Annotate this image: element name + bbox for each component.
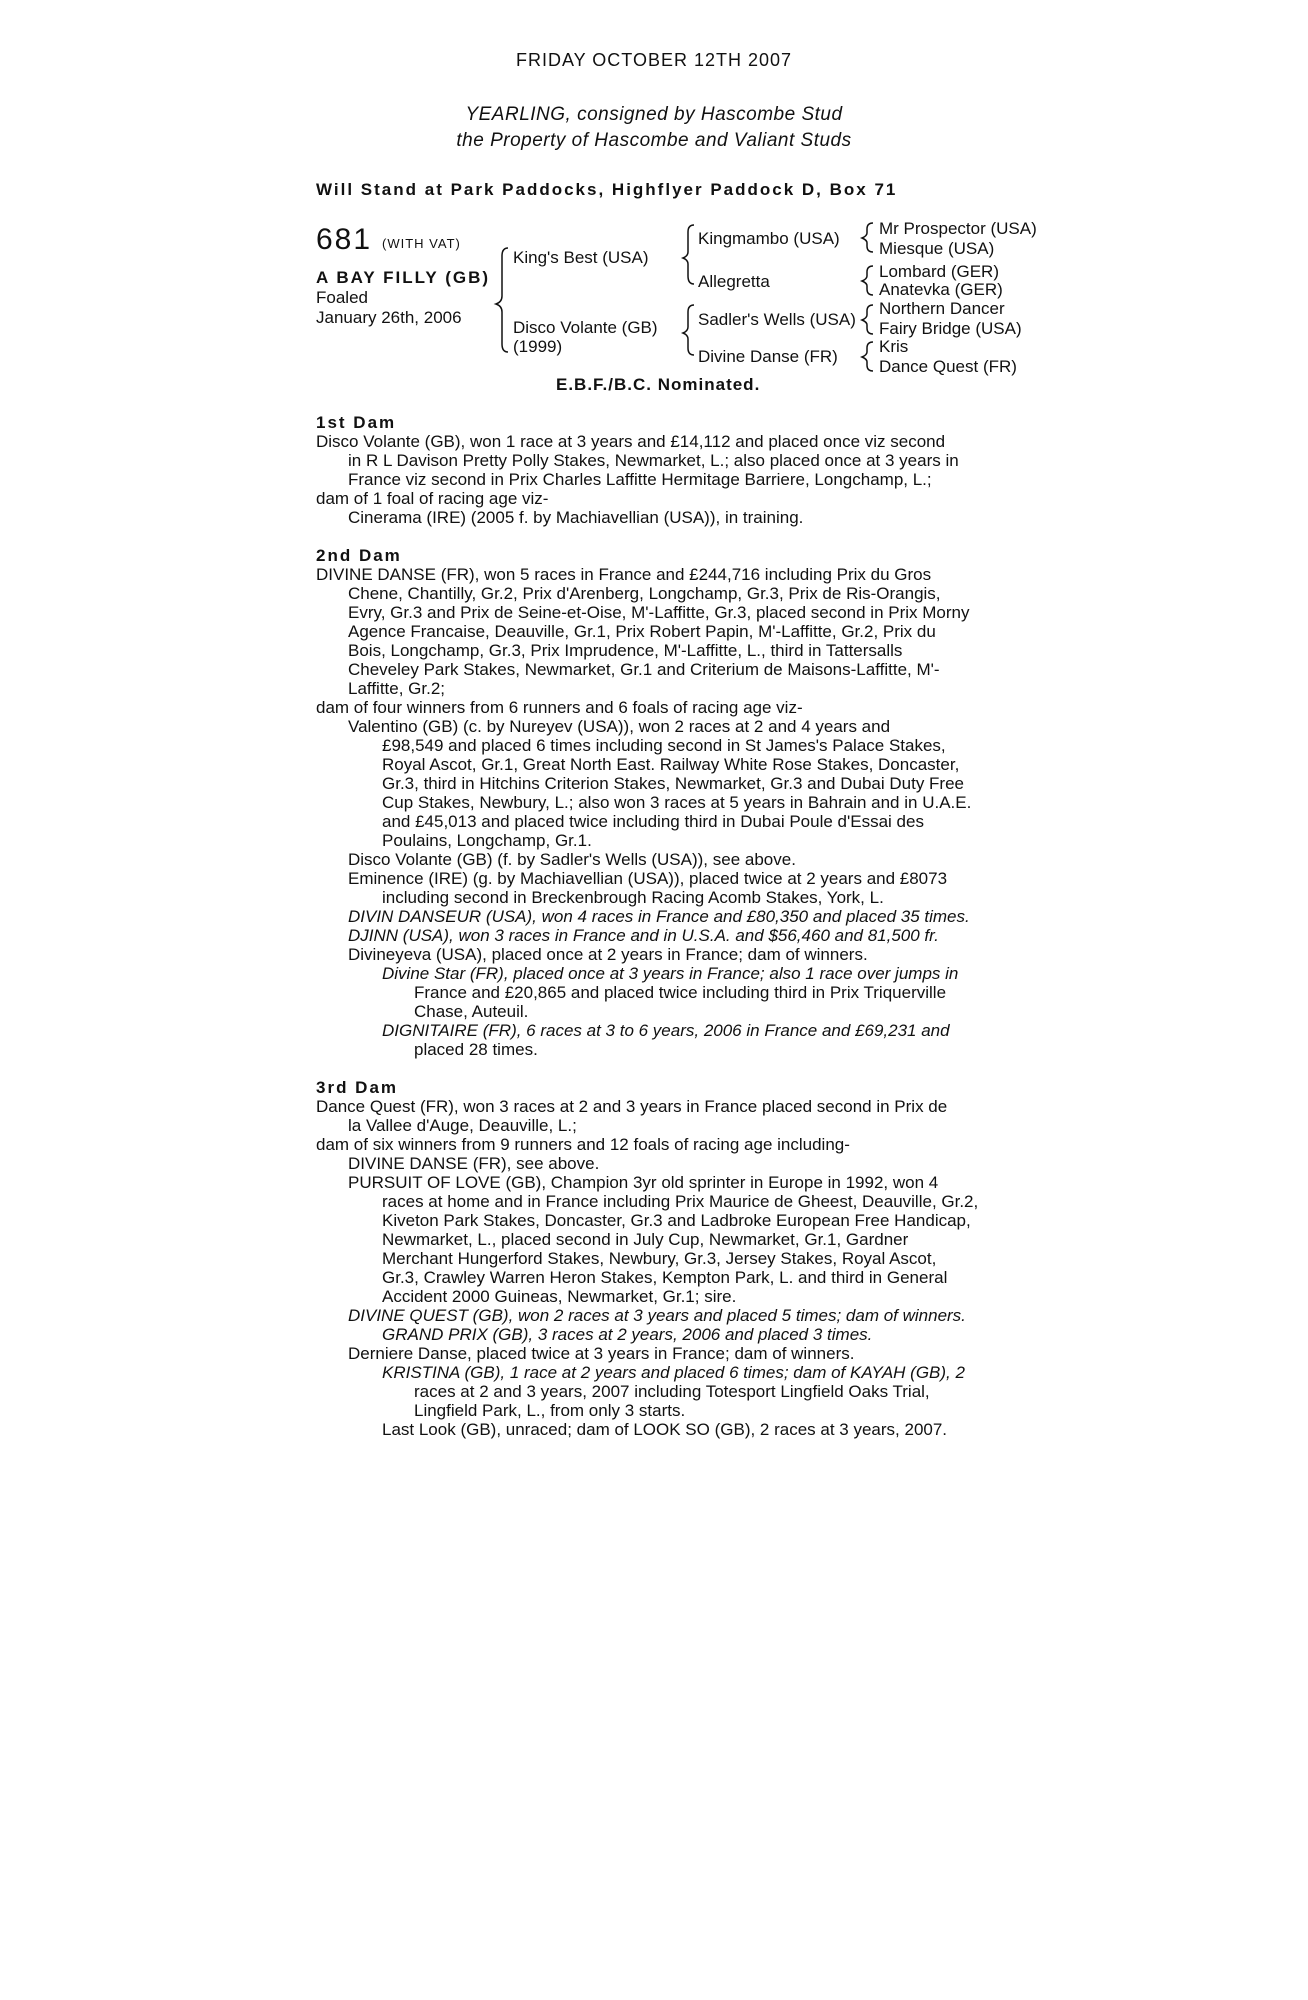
lot-number: 681	[316, 223, 373, 256]
second-dam-line: and £45,013 and placed twice including third in Dubai Poule d'Essai des	[382, 812, 924, 831]
third-dam-line: GRAND PRIX (GB), 3 races at 2 years, 2006 and placed 3 times.	[382, 1325, 873, 1344]
foaled-label: Foaled	[316, 288, 368, 307]
second-dam-line: Chase, Auteuil.	[414, 1002, 529, 1021]
second-dam-line: DIVINE DANSE (FR), won 5 races in France and £244,716 including Prix du Gros	[316, 565, 932, 584]
second-dam-line: France and £20,865 and placed twice including third in Prix Triquerville	[414, 983, 947, 1002]
dam-name: Disco Volante (GB)	[513, 318, 658, 337]
first-dam-line-5: Cinerama (IRE) (2005 f. by Machiavellian (USA)), in training.	[348, 508, 804, 527]
third-dam-line: DIVINE DANSE (FR), see above.	[348, 1154, 600, 1173]
third-dam-line: races at home and in France including Prix Maurice de Gheest, Deauville, Gr.2,	[382, 1192, 979, 1211]
third-dam-line: KRISTINA (GB), 1 race at 2 years and placed 6 times; dam of KAYAH (GB), 2	[382, 1363, 965, 1382]
dds: Kris	[879, 337, 909, 356]
consignment-line-2: the Property of Hascombe and Valiant Studs	[456, 130, 852, 151]
third-dam-line: Dance Quest (FR), won 3 races at 2 and 3 years in France placed second in Prix de	[316, 1097, 948, 1116]
third-dam-line: DIVINE QUEST (GB), won 2 races at 3 years and placed 5 times; dam of winners.	[348, 1306, 966, 1325]
second-dam-line: Poulains, Longchamp, Gr.1.	[382, 831, 592, 850]
third-dam-line: Kiveton Park Stakes, Doncaster, Gr.3 and Ladbroke European Free Handicap,	[382, 1211, 971, 1230]
third-dam-line: Last Look (GB), unraced; dam of LOOK SO (GB), 2 races at 3 years, 2007.	[382, 1420, 948, 1439]
consignment-line-1: YEARLING, consigned by Hascombe Stud	[465, 104, 843, 125]
sire-name: King's Best (USA)	[513, 248, 649, 267]
second-dam-line: Cup Stakes, Newbury, L.; also won 3 races at 5 years in Bahrain and in U.A.E.	[382, 793, 972, 812]
third-dam-line: races at 2 and 3 years, 2007 including Totesport Lingfield Oaks Trial,	[414, 1382, 930, 1401]
third-dam-line: Lingfield Park, L., from only 3 starts.	[414, 1401, 686, 1420]
second-dam-line: Agence Francaise, Deauville, Gr.1, Prix Robert Papin, M'-Laffitte, Gr.2, Prix du	[348, 622, 936, 641]
second-dam-line: Eminence (IRE) (g. by Machiavellian (USA)), placed twice at 2 years and £8073	[348, 869, 948, 888]
third-dam-heading: 3rd Dam	[316, 1078, 399, 1097]
first-dam-line-4: dam of 1 foal of racing age viz-	[316, 489, 549, 508]
second-dam-line: Cheveley Park Stakes, Newmarket, Gr.1 and Criterium de Maisons-Laffitte, M'-	[348, 660, 940, 679]
nomination-note: E.B.F./B.C. Nominated.	[556, 375, 761, 394]
second-dam-line: Disco Volante (GB) (f. by Sadler's Wells (USA)), see above.	[348, 850, 796, 869]
second-dam-line: Gr.3, third in Hitchins Criterion Stakes, Newmarket, Gr.3 and Dubai Duty Free	[382, 774, 965, 793]
dsd: Fairy Bridge (USA)	[879, 319, 1022, 338]
third-dam-line: Derniere Danse, placed twice at 3 years in France; dam of winners.	[348, 1344, 855, 1363]
dam-sire: Sadler's Wells (USA)	[698, 310, 856, 329]
second-dam-line: Chene, Chantilly, Gr.2, Prix d'Arenberg, Longchamp, Gr.3, Prix de Ris-Orangis,	[348, 584, 941, 603]
third-dam-line: dam of six winners from 9 runners and 12 foals of racing age including-	[316, 1135, 850, 1154]
second-dam-line: including second in Breckenbrough Racing Acomb Stakes, York, L.	[382, 888, 884, 907]
second-dam-line: Bois, Longchamp, Gr.3, Prix Imprudence, M'-Laffitte, L., third in Tattersalls	[348, 641, 903, 660]
sds: Lombard (GER)	[879, 262, 999, 281]
second-dam-line: DJINN (USA), won 3 races in France and in U.S.A. and $56,460 and 81,500 fr.	[348, 926, 939, 945]
sire-dam: Allegretta	[698, 272, 770, 291]
third-dam-line: PURSUIT OF LOVE (GB), Champion 3yr old sprinter in Europe in 1992, won 4	[348, 1173, 939, 1192]
sdd: Anatevka (GER)	[879, 280, 1003, 299]
foaled-date: January 26th, 2006	[316, 308, 462, 327]
dam-year: (1999)	[513, 337, 563, 356]
ssd: Miesque (USA)	[879, 239, 995, 258]
second-dam-line: dam of four winners from 6 runners and 6 foals of racing age viz-	[316, 698, 803, 717]
first-dam-line-2: in R L Davison Pretty Polly Stakes, Newmarket, L.; also placed once at 3 years in	[348, 451, 959, 470]
sale-date: FRIDAY OCTOBER 12TH 2007	[515, 50, 793, 70]
ddd: Dance Quest (FR)	[879, 357, 1017, 376]
second-dam-line: Divine Star (FR), placed once at 3 years in France; also 1 race over jumps in	[382, 964, 959, 983]
dss: Northern Dancer	[879, 299, 1005, 318]
vat-note: (WITH VAT)	[382, 236, 461, 251]
second-dam-line: Divineyeva (USA), placed once at 2 years in France; dam of winners.	[348, 945, 868, 964]
sire-sire: Kingmambo (USA)	[698, 229, 840, 248]
second-dam-line: Valentino (GB) (c. by Nureyev (USA)), won 2 races at 2 and 4 years and	[348, 717, 891, 736]
second-dam-line: Royal Ascot, Gr.1, Great North East. Railway White Rose Stakes, Doncaster,	[382, 755, 960, 774]
second-dam-line: DIGNITAIRE (FR), 6 races at 3 to 6 years, 2006 in France and £69,231 and	[382, 1021, 950, 1040]
lot-name: A BAY FILLY (GB)	[316, 268, 491, 287]
third-dam-line: Merchant Hungerford Stakes, Newbury, Gr.3, Jersey Stakes, Royal Ascot,	[382, 1249, 937, 1268]
dam-dam: Divine Danse (FR)	[698, 347, 838, 366]
stand-location: Will Stand at Park Paddocks, Highflyer Paddock D, Box 71	[316, 180, 898, 199]
first-dam-line-3: France viz second in Prix Charles Laffitte Hermitage Barriere, Longchamp, L.;	[348, 470, 932, 489]
third-dam-line: Newmarket, L., placed second in July Cup, Newmarket, Gr.1, Gardner	[382, 1230, 909, 1249]
second-dam-line: placed 28 times.	[414, 1040, 538, 1059]
third-dam-line: Accident 2000 Guineas, Newmarket, Gr.1; sire.	[382, 1287, 737, 1306]
second-dam-line: Evry, Gr.3 and Prix de Seine-et-Oise, M'-Laffitte, Gr.3, placed second in Prix Morny	[348, 603, 970, 622]
second-dam-heading: 2nd Dam	[316, 546, 402, 565]
sss: Mr Prospector (USA)	[879, 219, 1037, 238]
second-dam-line: Laffitte, Gr.2;	[348, 679, 446, 698]
first-dam-line-1: Disco Volante (GB), won 1 race at 3 years and £14,112 and placed once viz second	[316, 432, 946, 451]
third-dam-line: la Vallee d'Auge, Deauville, L.;	[348, 1116, 577, 1135]
first-dam-heading: 1st Dam	[316, 413, 397, 432]
third-dam-line: Gr.3, Crawley Warren Heron Stakes, Kempton Park, L. and third in General	[382, 1268, 948, 1287]
second-dam-line: £98,549 and placed 6 times including second in St James's Palace Stakes,	[382, 736, 946, 755]
pedigree-brackets	[0, 0, 1308, 400]
second-dam-line: DIVIN DANSEUR (USA), won 4 races in France and £80,350 and placed 35 times.	[348, 907, 970, 926]
